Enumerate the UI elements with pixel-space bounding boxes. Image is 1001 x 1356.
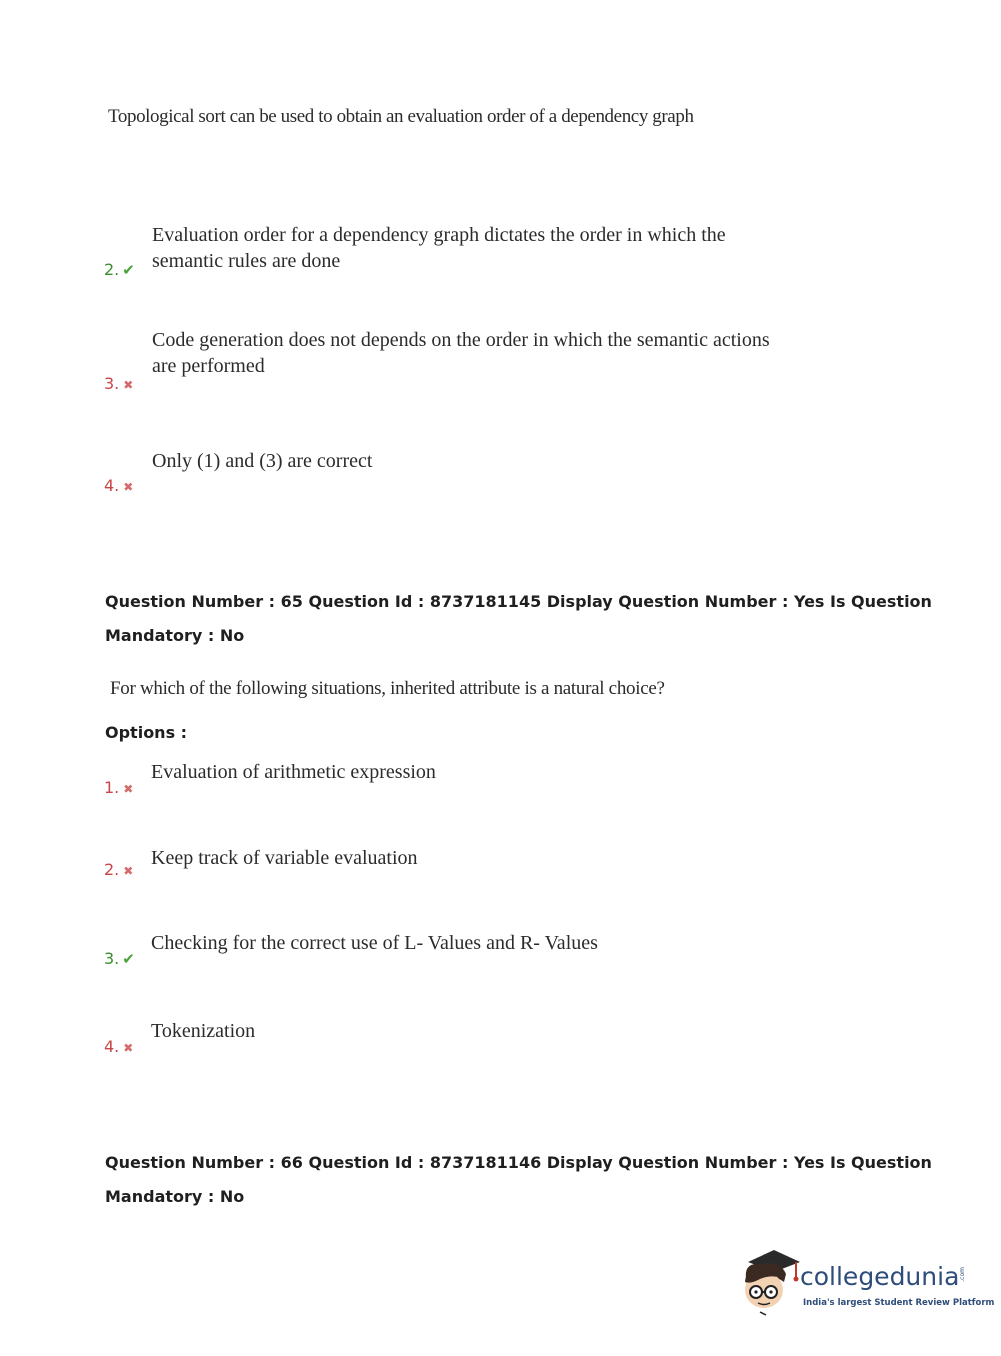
option-number: 3. (104, 374, 120, 393)
cross-icon: ✖ (123, 1041, 134, 1055)
logo-tagline: India's largest Student Review Platform (803, 1298, 995, 1308)
option-number: 2. (104, 260, 120, 279)
cross-icon: ✖ (123, 782, 134, 796)
q65-option-3-text: Checking for the correct use of L- Values and R- Values (151, 932, 598, 954)
option-number: 2. (104, 860, 120, 879)
options-label: Options : (105, 723, 188, 742)
mascot-icon (740, 1248, 802, 1318)
option-number: 3. (104, 949, 120, 968)
question-65-header-line2: Mandatory : No (105, 626, 245, 645)
prev-option-2-marker (104, 260, 135, 279)
cross-icon: ✖ (123, 378, 134, 392)
prev-option-4-line1: Only (1) and (3) are correct (152, 450, 373, 472)
q65-option-2-text: Keep track of variable evaluation (151, 847, 418, 869)
prev-option-4-marker (104, 476, 133, 495)
check-icon: ✔ (122, 950, 135, 968)
question-65-text: For which of the following situations, inherited attribute is a natural choice? (110, 678, 665, 699)
prev-option-2-line2: semantic rules are done (152, 250, 341, 272)
check-icon: ✔ (122, 261, 135, 279)
cross-icon: ✖ (123, 864, 134, 878)
q65-option-3-marker (104, 949, 135, 968)
cross-icon: ✖ (123, 480, 134, 494)
prev-question-text: Topological sort can be used to obtain an evaluation order of a dependency graph (108, 106, 694, 127)
q65-option-4-marker (104, 1037, 133, 1056)
prev-option-2-line1: Evaluation order for a dependency graph dictates the order in which the (152, 224, 726, 246)
question-65-header-line1: Question Number : 65 Question Id : 8737181145 Display Question Number : Yes Is Question (105, 592, 932, 611)
option-number: 1. (104, 778, 120, 797)
logo-name: collegedunia (800, 1262, 960, 1291)
q65-option-2-marker (104, 860, 133, 879)
logo-suffix: .com (959, 1267, 966, 1282)
collegedunia-logo (740, 1248, 995, 1320)
q65-option-1-text: Evaluation of arithmetic expression (151, 761, 436, 783)
option-number: 4. (104, 476, 120, 495)
prev-option-3-line1: Code generation does not depends on the order in which the semantic actions (152, 329, 770, 351)
prev-option-3-marker (104, 374, 133, 393)
q65-option-1-marker (104, 778, 133, 797)
prev-option-3-line2: are performed (152, 355, 265, 377)
q65-option-4-text: Tokenization (151, 1020, 256, 1042)
question-66-header-line2: Mandatory : No (105, 1187, 245, 1206)
option-number: 4. (104, 1037, 120, 1056)
question-66-header-line1: Question Number : 66 Question Id : 8737181146 Display Question Number : Yes Is Question (105, 1153, 932, 1172)
